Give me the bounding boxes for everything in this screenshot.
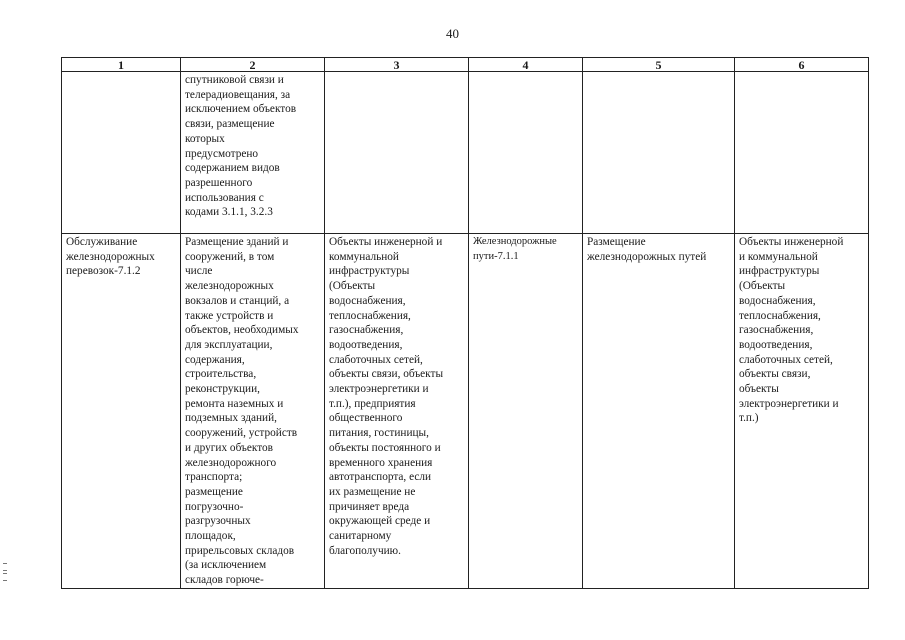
column-header: 2 <box>181 58 325 72</box>
cell-text: Объекты инженерной и коммунальной инфраструктуры (Объекты водоснабжения, теплоснабжения, газоснабжения, водоотведения, слаботочных сетей, объекты связи, объекты электроэнергетики и т.п.), предприятия общественного питания, гостиницы, объекты постоянного и временного хранения автотранспорта, если их размещение не причиняет вреда окружающей среде и санитарному благополучию. <box>329 236 444 557</box>
table-cell <box>583 234 735 589</box>
table-cell <box>62 234 181 589</box>
table-header-row <box>62 58 869 72</box>
margin-mark <box>3 563 7 581</box>
table-cell <box>583 72 735 234</box>
table-cell <box>325 234 469 589</box>
table-row <box>62 72 869 234</box>
table-cell <box>735 72 869 234</box>
page-number: 40 <box>446 26 459 41</box>
table-cell <box>62 72 181 234</box>
cell-text: Размещение зданий и сооружений, в том числе железнодорожных вокзалов и станций, а также устройств и объектов, необходимых для эксплуатации, содержания, строительства, реконструкции, ремонта наземных и подземных зданий, сооружений, устройств и других объектов железнодорожного транспорта; размещение погрузочно- разгрузочных площадок, прирельсовых складов (за исключением складов горюче- <box>185 236 299 587</box>
cell-text: Железнодорожные пути-7.1.1 <box>473 236 557 262</box>
cell-text: спутниковой связи и телерадиовещания, за исключением объектов связи, размещение которых предусмотрено содержанием видов разрешенного использования с кодами 3.1.1, 3.2.3 <box>185 74 297 219</box>
table-cell <box>735 234 869 589</box>
column-header: 3 <box>325 58 469 72</box>
land-use-table <box>61 57 869 589</box>
table-cell <box>181 234 325 589</box>
column-header: 1 <box>62 58 181 72</box>
cell-text: Обслуживание железнодорожных перевозок-7.1.2 <box>66 236 155 278</box>
table-cell <box>469 72 583 234</box>
cell-text: Объекты инженерной и коммунальной инфраструктуры (Объекты водоснабжения, теплоснабжения, газоснабжения, водоотведения, слаботочных сетей, объекты связи, объекты электроэнергетики и т.п.) <box>739 236 844 425</box>
column-header: 4 <box>469 58 583 72</box>
column-header: 5 <box>583 58 735 72</box>
column-header: 6 <box>735 58 869 72</box>
cell-text: Размещение железнодорожных путей <box>587 236 707 263</box>
table-cell <box>181 72 325 234</box>
table-cell <box>469 234 583 589</box>
table-cell <box>325 72 469 234</box>
table-row <box>62 234 869 589</box>
